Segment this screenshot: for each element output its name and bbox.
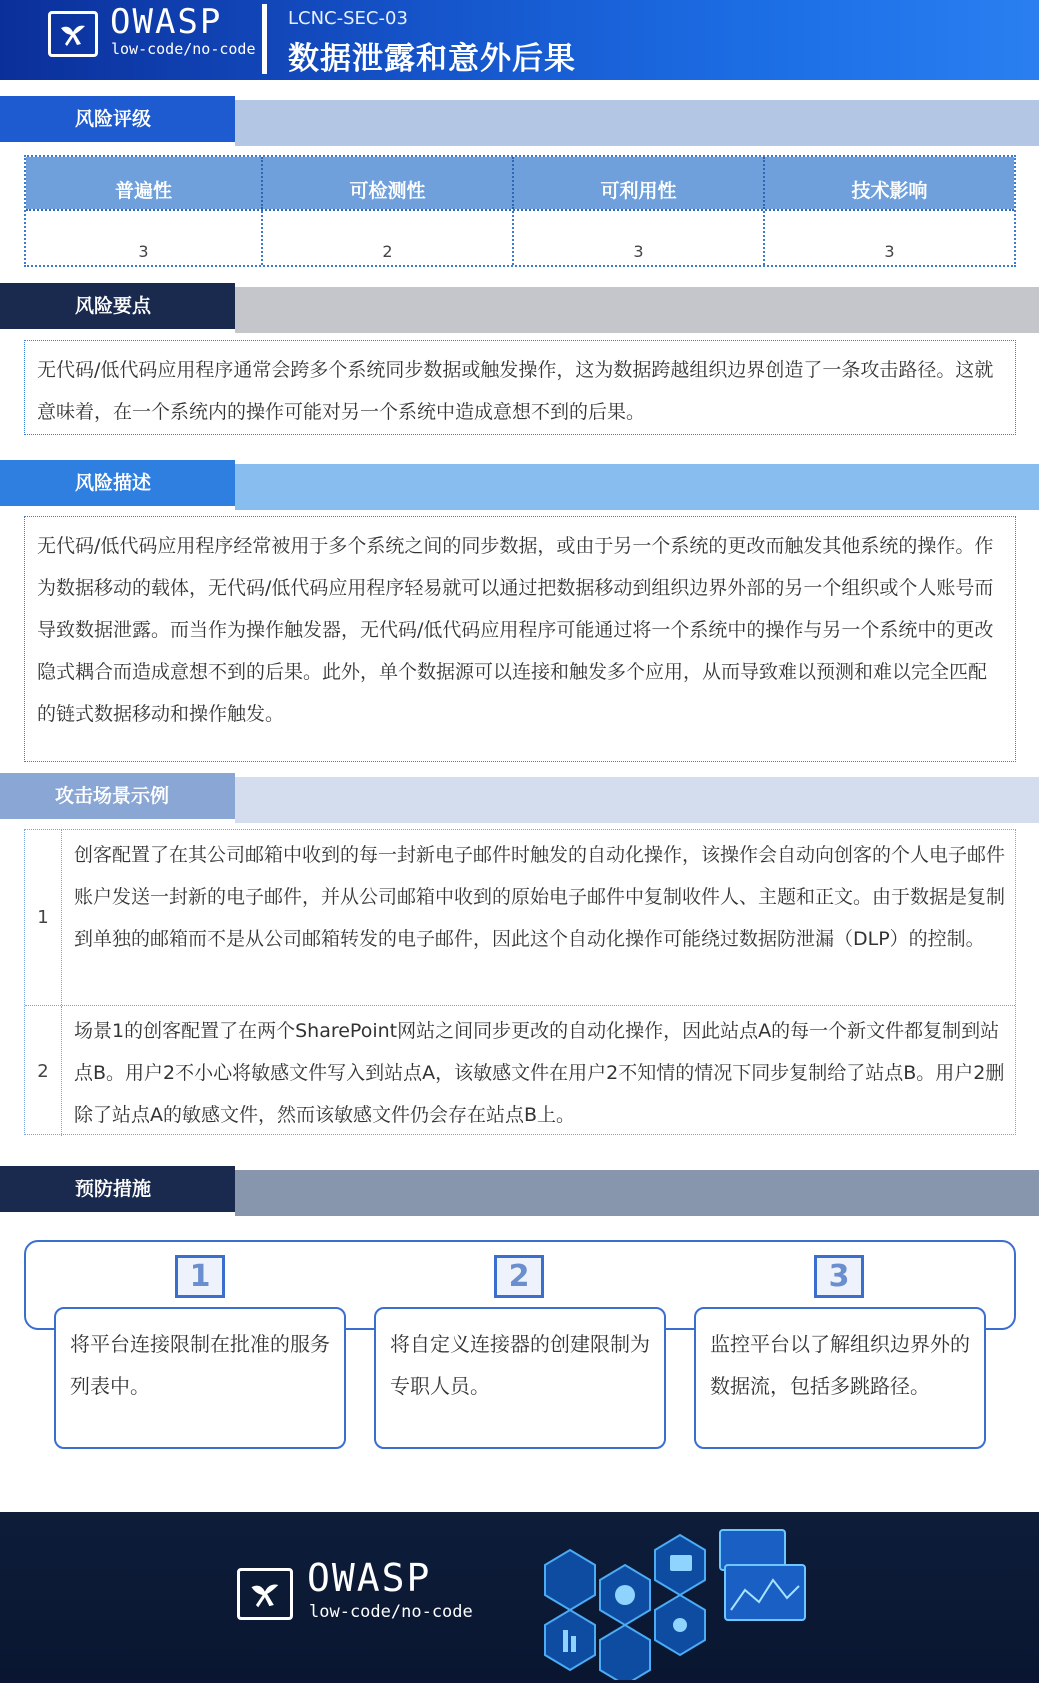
section-title: 攻击场景示例 (0, 773, 235, 819)
mail-icon (670, 1555, 692, 1571)
rating-header-cell: 可检测性 (263, 157, 514, 209)
tech-hexagon-illustration (535, 1520, 835, 1680)
scenario-number: 2 (25, 1006, 62, 1136)
section-bar-fill (235, 1170, 1039, 1216)
rating-header-cell: 技术影响 (765, 157, 1014, 209)
rating-value-cell: 3 (514, 211, 765, 265)
section-bar-fill (235, 100, 1039, 146)
section-title: 风险评级 (0, 96, 235, 142)
section-rating (0, 96, 1039, 142)
owasp-logo (237, 1568, 293, 1620)
key-icon (673, 1618, 687, 1632)
footer-brand-subtitle: low-code/no-code (309, 1602, 473, 1622)
section-bar-fill (235, 287, 1039, 333)
wasp-icon (247, 1576, 285, 1614)
rating-value-row (26, 211, 1014, 265)
chart-bar-icon (571, 1636, 576, 1652)
cloud-icon (615, 1585, 635, 1605)
hexagon-shape (545, 1550, 595, 1610)
key-points-text: 无代码/低代码应用程序通常会跨多个系统同步数据或触发操作，这为数据跨越组织边界创造了一条攻击路径。这就意味着，在一个系统内的操作可能对另一个系统中造成意想不到的后果。 (24, 340, 1016, 435)
description-text: 无代码/低代码应用程序经常被用于多个系统之间的同步数据，或由于另一个系统的更改而触发其他系统的操作。作为数据移动的载体，无代码/低代码应用程序轻易就可以通过把数据移动到组织边界外部的另一个组织或个人账号而导致数据泄露。而当作为操作触发器，无代码/低代码应用程序可能通过将一个系统中的操作与另一个系统中的更改隐式耦合而造成意想不到的后果。此外，单个数据源可以连接和触发多个应用，从而导致难以预测和难以完全匹配的链式数据移动和操作触发。 (24, 516, 1016, 762)
section-prevention (0, 1166, 1039, 1212)
rating-header-cell: 可利用性 (514, 157, 765, 209)
scenario-number: 1 (25, 830, 62, 1005)
rating-header-cell: 普遍性 (26, 157, 263, 209)
scenario-table (24, 829, 1016, 1135)
hexagon-shape (600, 1625, 650, 1680)
section-description (0, 460, 1039, 506)
rating-header-row (26, 157, 1014, 211)
prevention-number-badge: 2 (494, 1255, 544, 1298)
prevention-number-badge: 1 (175, 1255, 225, 1298)
section-bar-fill (235, 464, 1039, 510)
header-divider (262, 4, 267, 74)
section-title: 预防措施 (0, 1166, 235, 1212)
section-scenarios (0, 773, 1039, 819)
table-row (25, 830, 1015, 1006)
rating-value-cell: 2 (263, 211, 514, 265)
page-header (0, 0, 1039, 80)
section-title: 风险要点 (0, 283, 235, 329)
prevention-number-badge: 3 (814, 1255, 864, 1298)
rating-table (24, 155, 1016, 267)
owasp-logo (48, 11, 98, 57)
prevention-card: 监控平台以了解组织边界外的数据流，包括多跳路径。 (694, 1307, 986, 1449)
wasp-icon (57, 18, 91, 52)
scenario-text: 创客配置了在其公司邮箱中收到的每一封新电子邮件时触发的自动化操作，该操作会自动向创客的个人电子邮件账户发送一封新的电子邮件，并从公司邮箱中收到的原始电子邮件中复制收件人、主题和正文。由于数据是复制到单独的邮箱而不是从公司邮箱转发的电子邮件，因此这个自动化操作可能绕过数据防泄漏（DLP）的控制。 (74, 844, 1006, 950)
section-bar-fill (235, 777, 1039, 823)
rating-value-cell: 3 (26, 211, 263, 265)
brand-subtitle: low-code/no-code (111, 40, 256, 58)
page-footer (0, 1512, 1039, 1683)
brand-name: OWASP (110, 2, 223, 42)
prevention-card: 将自定义连接器的创建限制为专职人员。 (374, 1307, 666, 1449)
section-title: 风险描述 (0, 460, 235, 506)
rating-value-cell: 3 (884, 242, 895, 261)
page-title: 数据泄露和意外后果 (288, 41, 576, 77)
risk-code: LCNC-SEC-03 (288, 8, 408, 29)
scenario-text: 场景1的创客配置了在两个SharePoint网站之间同步更改的自动化操作，因此站点A的每一个新文件都复制到站点B。用户2不小心将敏感文件写入到站点A，该敏感文件在用户2不知情的情况下同步复制给了站点B。用户2删除了站点A的敏感文件，然而该敏感文件仍会存在站点B上。 (74, 1020, 1005, 1126)
prevention-card: 将平台连接限制在批准的服务列表中。 (54, 1307, 346, 1449)
footer-brand-name: OWASP (307, 1556, 432, 1600)
table-row (25, 1006, 1015, 1136)
chart-bar-icon (563, 1630, 568, 1652)
hexagon-shape (545, 1610, 595, 1670)
section-key-points (0, 283, 1039, 329)
